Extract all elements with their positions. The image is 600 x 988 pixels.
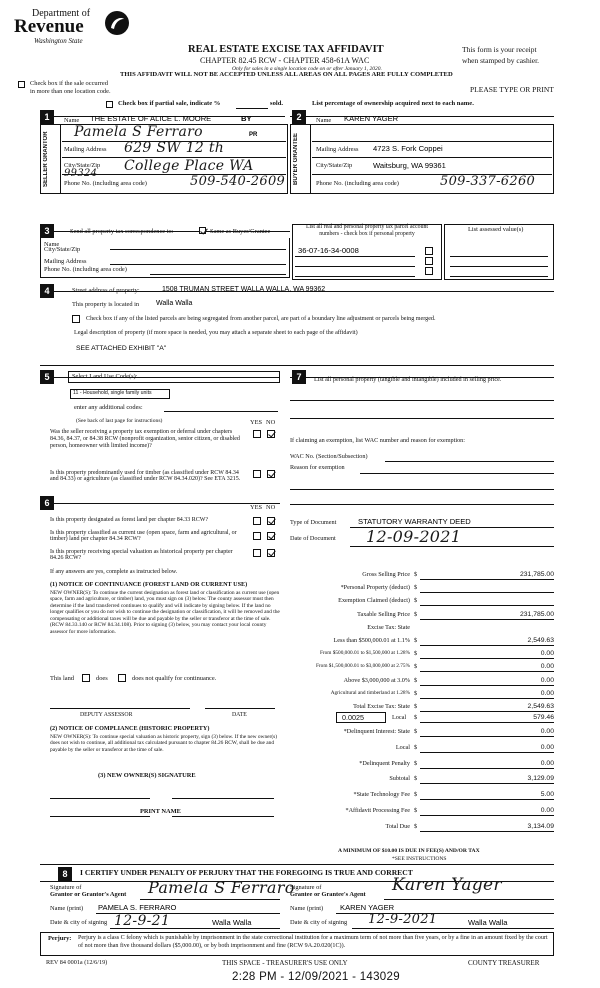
tax-row-label: From $1,500,000.01 to $3,000,000 at 2.75% bbox=[315, 663, 410, 670]
tax-row-2-label: *State Technology Fee bbox=[353, 791, 410, 799]
seller-city-handwritten: College Place WA bbox=[124, 158, 254, 174]
grantor-city: Walla Walla bbox=[212, 918, 252, 927]
corr-name-line bbox=[110, 249, 286, 250]
tax-row-value: 0.00 bbox=[540, 650, 554, 658]
tax-row-2-line bbox=[420, 783, 554, 784]
grantor-date-line bbox=[110, 928, 280, 929]
local-label: Local bbox=[392, 714, 407, 721]
tax-row-label: Exemption Claimed (deduct) bbox=[338, 597, 410, 605]
s6-question-3: Is this property receiving special valuation as historical property per chapter 84.26 RCW? bbox=[50, 549, 233, 562]
grantor-date: 12-9-21 bbox=[114, 913, 171, 929]
personal-property-checkbox-3[interactable] bbox=[425, 267, 433, 275]
receipt-note-1: This form is your receipt bbox=[462, 45, 537, 54]
s5-question-1: Was the seller receiving a property tax exemption or deferral under chapters 84.36, 84.37, or 84.38 RCW (nonprofit organization, senior citizen, or disabled person, homeowner with limited income)? bbox=[50, 429, 240, 449]
tax-row-2-label: *Delinquent Interest: State bbox=[343, 728, 410, 735]
multi-location-label-2: in more than one location code. bbox=[30, 88, 111, 95]
tax-row-currency: $ bbox=[414, 597, 418, 605]
corr-phone-line bbox=[150, 274, 286, 275]
s5-q2-yes[interactable] bbox=[253, 470, 261, 478]
seller-name: THE ESTATE OF ALICE L. MOORE bbox=[90, 114, 212, 123]
tax-row-value: 0.00 bbox=[540, 676, 554, 684]
s5-q1-yes[interactable] bbox=[253, 430, 261, 438]
tax-row-value: 231,785.00 bbox=[519, 571, 554, 578]
s5-q1-no[interactable] bbox=[267, 430, 275, 438]
grantee-sig-line bbox=[384, 899, 554, 900]
deputy-line bbox=[50, 708, 190, 709]
tax-row-currency: $ bbox=[414, 610, 418, 618]
segregated-label: Check box if any of the listed parcels are being segregated from another parcel, are part of a boundary line adjustment or parcels being merged. bbox=[86, 316, 436, 322]
perjury-label: Perjury: bbox=[48, 935, 72, 942]
sold-label: sold. bbox=[270, 100, 284, 107]
minimum-note: A MINIMUM OF $10.00 IS DUE IN FEE(S) AND/OR TAX bbox=[338, 848, 480, 854]
logo-department: Department of bbox=[32, 8, 91, 19]
additional-codes-label: enter any additional codes: bbox=[74, 404, 143, 411]
assessed-line-1 bbox=[450, 256, 548, 257]
section-7-badge: 7 bbox=[292, 370, 306, 384]
seller-mail-handwritten: 629 SW 12 th bbox=[124, 140, 225, 156]
grantee-date: 12-9-2021 bbox=[368, 912, 438, 927]
s6-q1-no[interactable] bbox=[267, 517, 275, 525]
doc-type: STATUTORY WARRANTY DEED bbox=[358, 517, 471, 526]
s5-question-2: Is this property predominantly used for timber (as classified under RCW 84.34 and 84.33) or agriculture (as classified under RCW 84.34.020)? See ETA 3215. bbox=[50, 470, 241, 483]
this-land-label: This land bbox=[50, 675, 74, 682]
corr-name-label: Name bbox=[44, 241, 60, 248]
land-does-not-checkbox[interactable] bbox=[118, 674, 126, 682]
corr-mail-label: Mailing Address bbox=[44, 258, 87, 265]
same-as-buyer-label: Same as Buyer/Grantee bbox=[210, 228, 271, 235]
assessed-header: List assessed value(s) bbox=[468, 226, 524, 233]
receipt-note-2: when stamped by cashier. bbox=[462, 56, 540, 65]
land-does-not-label: does not qualify for continuance. bbox=[132, 675, 217, 682]
partial-percent-line bbox=[236, 108, 268, 109]
grantor-signature: Pamela S Ferraro bbox=[148, 878, 295, 897]
reason-line-2 bbox=[290, 489, 554, 490]
revenue-logo-icon bbox=[104, 10, 130, 36]
tax-row-currency: $ bbox=[414, 571, 418, 578]
corr-phone-label: Phone No. (including area code) bbox=[44, 266, 127, 273]
tax-row-2-label: Local bbox=[395, 743, 410, 751]
grantee-name: KAREN YAGER bbox=[340, 903, 395, 912]
section-6-badge: 6 bbox=[40, 496, 54, 510]
legal-description: SEE ATTACHED EXHIBIT "A" bbox=[76, 345, 167, 352]
parcel-header: List all real and personal property tax parcel account numbers - check box if personal property bbox=[305, 224, 428, 237]
buyer-name-label: Name bbox=[316, 117, 332, 124]
section-2-badge: 2 bbox=[292, 110, 306, 124]
owner-name-line-2 bbox=[172, 816, 274, 817]
s6-question-2: Is this property classified as current use (open space, farm and agricultural, or timber) land per chapter 84.34 RCW? bbox=[50, 530, 237, 543]
exemption-label: If claiming an exemption, list WAC number and reason for exemption: bbox=[290, 437, 465, 444]
buyer-side-label: BUYER GRANTEE bbox=[293, 133, 299, 186]
multi-location-label-1: Check box if the sale occurred bbox=[30, 80, 108, 87]
tax-row-line bbox=[420, 685, 554, 686]
multi-location-checkbox[interactable] bbox=[18, 81, 25, 88]
tax-row-label: Above $3,000,000 at 3.0% bbox=[343, 676, 410, 684]
notice-compliance-body: NEW OWNER(S): To continue special valuation as historic property, sign (3) below. If the new owner(s) does not wish to continue, all additional tax calculated pursuant to chapter 84.26 RCW, shall be due and payable by the seller or transferor at the time of sale. bbox=[50, 734, 278, 753]
wac-line bbox=[385, 461, 554, 462]
notice-compliance-title: (2) NOTICE OF COMPLIANCE (HISTORIC PROPERTY) bbox=[50, 725, 210, 732]
s6-yes-header: YES bbox=[250, 504, 263, 511]
treasurer-use: THIS SPACE - TREASURER'S USE ONLY bbox=[222, 959, 348, 967]
located-label: This property is located in bbox=[72, 301, 140, 308]
tax-row-line bbox=[420, 579, 554, 580]
tax-row-2-value: 0.00 bbox=[540, 743, 554, 751]
tax-row-label: Agricultural and timberland at 1.28% bbox=[330, 689, 410, 696]
section-4-bottom bbox=[40, 365, 554, 366]
tax-row-2-value: 0.00 bbox=[540, 728, 554, 735]
see-back-note: (See back of last page for instructions) bbox=[76, 418, 163, 424]
tax-row-value: 0.00 bbox=[540, 663, 554, 671]
reason-label: Reason for exemption bbox=[290, 464, 345, 471]
legal-description-label: Legal description of property (if more space is needed, you may attach a separate sheet to each page of the affidavit) bbox=[74, 330, 358, 336]
tax-row-2-currency: $ bbox=[414, 759, 418, 767]
reason-line-3 bbox=[290, 504, 554, 505]
reason-line-1 bbox=[360, 473, 554, 474]
buyer-city: Waitsburg, WA 99361 bbox=[373, 161, 446, 170]
form-title: REAL ESTATE EXCISE TAX AFFIDAVIT bbox=[188, 44, 384, 55]
wac-label: WAC No. (Section/Subsection) bbox=[290, 453, 368, 460]
tax-row-value: 0.00 bbox=[540, 689, 554, 697]
tax-row-currency: $ bbox=[414, 676, 418, 684]
grantee-signature: Karen Yager bbox=[392, 875, 502, 895]
s6-q2-no[interactable] bbox=[267, 532, 275, 540]
owner-sig-line-2 bbox=[172, 798, 274, 799]
perjury-text: Perjury is a class C felony which is punishable by imprisonment in the state correctional institution for a maximum term of not more than five years, or by a fine in an amount fixed by the court of not more than five thousand dollars ($5,000.00), or by both imprisonment and fine (RCW 9A.20.020(1C)). bbox=[78, 935, 548, 949]
county-treasurer: COUNTY TREASURER bbox=[468, 959, 540, 967]
tax-row-2-value: 3,134.09 bbox=[527, 822, 554, 830]
parcel-line-1 bbox=[295, 256, 415, 257]
grantor-sig-label-2: Grantor or Grantor's Agent bbox=[50, 891, 127, 898]
tax-row-2-line bbox=[420, 736, 554, 737]
tax-row-2-currency: $ bbox=[414, 791, 418, 799]
owner-name-line-1 bbox=[50, 816, 150, 817]
tax-row-2-label: Total Due bbox=[385, 822, 410, 830]
s6-no-header: NO bbox=[266, 504, 276, 511]
notice-continuance-title: (1) NOTICE OF CONTINUANCE (FOREST LAND OR CURRENT USE) bbox=[50, 581, 248, 588]
pp-line-1 bbox=[290, 400, 554, 401]
tax-row-line bbox=[420, 711, 554, 712]
tax-row-2-line bbox=[420, 752, 554, 753]
form-chapter: CHAPTER 82.45 RCW - CHAPTER 458-61A WAC bbox=[200, 56, 370, 65]
seller-city-label: City/State/Zip bbox=[64, 162, 101, 169]
doc-date: 12-09-2021 bbox=[366, 527, 462, 546]
tax-row-2-value: 3,129.09 bbox=[527, 775, 554, 783]
seller-zip-handwritten: 99324 bbox=[64, 168, 98, 179]
tax-row-currency: $ bbox=[414, 663, 418, 671]
tax-row-currency: $ bbox=[414, 689, 418, 697]
s5-q2-no[interactable] bbox=[267, 470, 275, 478]
deputy-assessor-label: DEPUTY ASSESSOR bbox=[80, 712, 133, 718]
land-use-code: 11 - Household, single family units bbox=[73, 390, 152, 396]
tax-row-label: Excise Tax: State bbox=[367, 623, 410, 631]
personal-property-checkbox-1[interactable] bbox=[425, 247, 433, 255]
buyer-name: KAREN YAGER bbox=[344, 114, 399, 123]
section-8-badge: 8 bbox=[58, 867, 72, 881]
tax-row-line bbox=[420, 645, 554, 646]
additional-codes-line bbox=[164, 411, 278, 412]
owner-sig-line-1 bbox=[50, 798, 150, 799]
notice-continuance-body: NEW OWNER(S): To continue the current designation as forest land or classification as current use (open space, farm and agriculture, or timber) land, you must sign on (3) below. The county assessor must then determine if the land transferred continues to qualify and will indicate by signing below. If the land no longer qualifies or you do not wish to continue the designation or classification, it will be removed and the compensating or additional taxes will be due and payable by the seller or transferor at the time of sale. (RCW 84.33.140 or RCW 84.34.108). Prior to signing (3) below, you may contact your local county assessor for more information. bbox=[50, 590, 280, 635]
seller-name-label: Name bbox=[64, 117, 80, 124]
s6-q3-no[interactable] bbox=[267, 549, 275, 557]
ownership-note: List percentage of ownership acquired next to each name. bbox=[312, 100, 474, 107]
local-value: 579.46 bbox=[533, 714, 554, 721]
grantee-city: Walla Walla bbox=[468, 918, 508, 927]
land-use-label: Select Land Use Code(s): bbox=[72, 373, 138, 380]
tax-row-2-currency: $ bbox=[414, 807, 418, 814]
partial-sale-label: Check box if partial sale, indicate % bbox=[118, 100, 221, 107]
tax-row-2-currency: $ bbox=[414, 775, 418, 783]
see-instructions: *SEE INSTRUCTIONS bbox=[392, 856, 447, 862]
buyer-mail: 4723 S. Fork Coppei bbox=[373, 144, 443, 153]
tax-row-line bbox=[420, 605, 554, 606]
s6-answers-note: If any answers are yes, complete as instructed below. bbox=[50, 569, 178, 575]
tax-row-label: Taxable Selling Price bbox=[357, 610, 410, 618]
grantee-date-label: Date & city of signing bbox=[290, 919, 348, 926]
tax-row-2-line bbox=[420, 815, 554, 816]
local-rate: 0.0025 bbox=[342, 713, 364, 722]
s5-no-header: NO bbox=[266, 419, 276, 426]
buyer-phone-handwritten: 509-337-6260 bbox=[440, 174, 536, 189]
tax-row-label: Less than $500,000.01 at 1.1% bbox=[333, 637, 410, 644]
pp-line-2 bbox=[290, 418, 554, 419]
seller-pr: PR bbox=[249, 132, 258, 138]
seller-divider bbox=[60, 124, 61, 194]
tax-row-2-value: 0.00 bbox=[540, 759, 554, 767]
doc-date-line bbox=[350, 546, 554, 547]
corr-city-label: City/State/Zip bbox=[44, 246, 81, 253]
tax-row-2-line bbox=[420, 831, 554, 832]
tax-row-2-label: *Delinquent Penalty bbox=[359, 759, 410, 767]
tax-row-label: From $500,000.01 to $1,500,000 at 1.28% bbox=[319, 650, 410, 657]
doc-date-label: Date of Document bbox=[290, 535, 336, 542]
form-warning: THIS AFFIDAVIT WILL NOT BE ACCEPTED UNLESS ALL AREAS ON ALL PAGES ARE FULLY COMPLETED bbox=[120, 71, 453, 78]
seller-by: BY bbox=[241, 114, 252, 123]
tax-row-2-label: Subtotal bbox=[389, 775, 410, 783]
buyer-divider bbox=[310, 124, 311, 194]
seller-phone-handwritten: 509-540-2609 bbox=[190, 174, 286, 189]
s6-question-1: Is this property designated as forest land per chapter 84.33 RCW? bbox=[50, 517, 209, 523]
tax-row-2-currency: $ bbox=[414, 822, 418, 830]
tax-row-2-line bbox=[420, 768, 554, 769]
logo-revenue: Revenue bbox=[14, 16, 84, 37]
tax-row-label: Gross Selling Price bbox=[362, 571, 410, 578]
send-correspondence-label: Send all property tax correspondence to: bbox=[70, 228, 174, 235]
type-or-print: PLEASE TYPE OR PRINT bbox=[470, 85, 554, 94]
tax-row-2-currency: $ bbox=[414, 743, 418, 751]
seller-phone-label: Phone No. (including area code) bbox=[64, 180, 147, 187]
revision-code: REV 84 0001a (12/6/19) bbox=[46, 959, 108, 966]
grantor-name-label: Name (print) bbox=[50, 905, 84, 912]
grantor-date-label: Date & city of signing bbox=[50, 919, 108, 926]
certify-statement: I CERTIFY UNDER PENALTY OF PERJURY THAT THE FOREGOING IS TRUE AND CORRECT bbox=[80, 868, 413, 877]
grantor-name: PAMELA S. FERRARO bbox=[98, 903, 177, 912]
section-8-top bbox=[40, 864, 554, 865]
personal-property-label: List all personal property (tangible and intangible) included in selling price. bbox=[314, 376, 502, 383]
tax-row-label: *Personal Property (deduct) bbox=[340, 584, 410, 592]
section-6-rule bbox=[40, 503, 280, 504]
tax-row-currency: $ bbox=[414, 650, 418, 658]
grantor-sig-line bbox=[140, 899, 280, 900]
tax-row-value: 231,785.00 bbox=[519, 610, 554, 618]
section-3-badge: 3 bbox=[40, 224, 54, 238]
partial-sale-checkbox[interactable] bbox=[106, 101, 113, 108]
tax-row-2-label: *Affidavit Processing Fee bbox=[345, 807, 410, 814]
tax-row-currency: $ bbox=[414, 703, 418, 710]
buyer-phone-label: Phone No. (including area code) bbox=[316, 180, 399, 187]
tax-row-currency: $ bbox=[414, 584, 418, 592]
buyer-mail-label: Mailing Address bbox=[316, 146, 359, 153]
grantee-date-line bbox=[352, 928, 554, 929]
grantor-sig-label-1: Signature of bbox=[50, 884, 82, 891]
doc-type-label: Type of Document bbox=[290, 519, 337, 526]
tax-row-2-value: 0.00 bbox=[540, 807, 554, 814]
tax-row-2-currency: $ bbox=[414, 728, 418, 735]
cashier-stamp: 2:28 PM - 12/09/2021 - 143029 bbox=[232, 971, 400, 983]
seller-mail-label: Mailing Address bbox=[64, 146, 107, 153]
tax-row-2-value: 5.00 bbox=[540, 791, 554, 799]
tax-row-line bbox=[420, 698, 554, 699]
local-line bbox=[420, 722, 554, 723]
street-address: 1508 TRUMAN STREET WALLA WALLA, WA 99362 bbox=[162, 286, 326, 293]
buyer-name-line bbox=[312, 141, 552, 142]
parcel-line-2 bbox=[295, 266, 415, 267]
grantee-name-label: Name (print) bbox=[290, 905, 324, 912]
grantee-sig-label-1: Signature of bbox=[290, 884, 322, 891]
parcel-number: 36-07-16-34-0008 bbox=[298, 246, 359, 255]
same-as-buyer-checkbox[interactable] bbox=[199, 227, 206, 234]
parcel-line-3 bbox=[295, 276, 415, 277]
tax-row-value: 2,549.63 bbox=[527, 703, 554, 710]
land-does-checkbox[interactable] bbox=[82, 674, 90, 682]
buyer-city-label: City/State/Zip bbox=[316, 162, 353, 169]
tax-row-line bbox=[420, 619, 554, 620]
section-1-badge: 1 bbox=[40, 110, 54, 124]
s5-yes-header: YES bbox=[250, 419, 263, 426]
tax-row-currency: $ bbox=[414, 637, 418, 644]
segregated-checkbox[interactable] bbox=[72, 315, 80, 323]
section-4-badge: 4 bbox=[40, 284, 54, 298]
grantee-sig-label-2: Grantee or Grantee's Agent bbox=[290, 891, 366, 898]
new-owner-signature-title: (3) NEW OWNER(S) SIGNATURE bbox=[98, 772, 196, 779]
land-does-label: does bbox=[96, 675, 108, 682]
corr-mail-line bbox=[110, 264, 286, 265]
assessed-line-3 bbox=[450, 276, 548, 277]
tax-row-value: 2,549.63 bbox=[527, 637, 554, 644]
tax-row-line bbox=[420, 592, 554, 593]
tax-row-line bbox=[420, 671, 554, 672]
logo bbox=[14, 6, 134, 54]
seller-side-label: SELLER GRANTOR bbox=[43, 131, 49, 187]
section-5-badge: 5 bbox=[40, 370, 54, 384]
located-value: Walla Walla bbox=[156, 300, 193, 307]
seller-name-handwritten: Pamela S Ferraro bbox=[74, 124, 203, 140]
tax-row-2-line bbox=[420, 799, 554, 800]
assessed-line-2 bbox=[450, 266, 548, 267]
print-name-label: PRINT NAME bbox=[140, 808, 181, 815]
street-label: Street address of property: bbox=[72, 287, 140, 294]
buyer-mail-line bbox=[312, 157, 552, 158]
form-note: Only for sales in a single location code on or after January 1, 2020. bbox=[232, 66, 382, 72]
s6-q3-yes[interactable] bbox=[253, 549, 261, 557]
logo-state: Washington State bbox=[34, 37, 83, 45]
local-currency: $ bbox=[414, 714, 418, 721]
deputy-date-label: DATE bbox=[232, 712, 247, 718]
deputy-date-line bbox=[205, 708, 275, 709]
tax-row-line bbox=[420, 658, 554, 659]
tax-row-label: Total Excise Tax: State bbox=[353, 703, 410, 710]
s6-q1-yes[interactable] bbox=[253, 517, 261, 525]
personal-property-checkbox-2[interactable] bbox=[425, 257, 433, 265]
s6-q2-yes[interactable] bbox=[253, 532, 261, 540]
